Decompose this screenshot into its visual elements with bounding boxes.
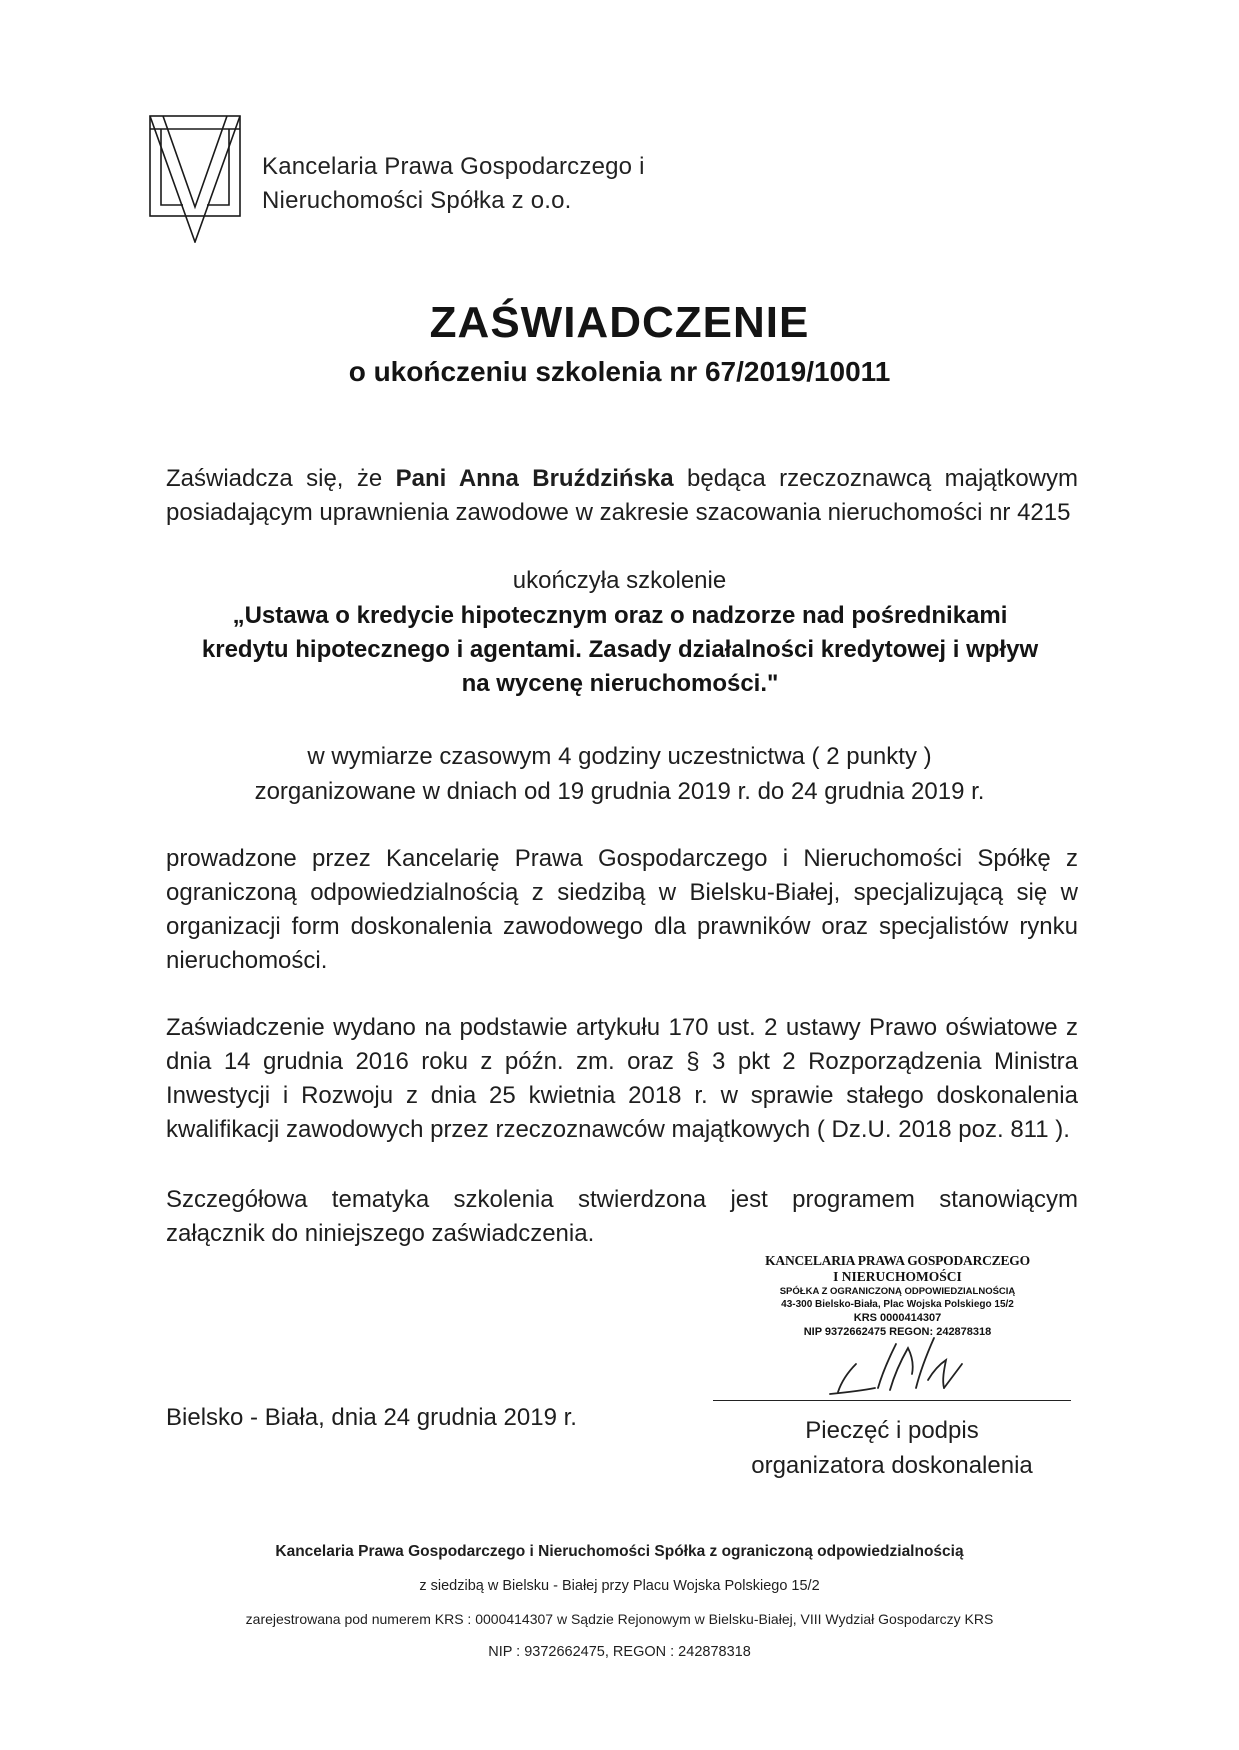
- footer-address: z siedzibą w Bielsku - Białej przy Placu Wojska Polskiego 15/2: [419, 1578, 820, 1594]
- stamp-line1: KANCELARIA PRAWA GOSPODARCZEGO: [765, 1253, 1030, 1268]
- stamp-line6: NIP 9372662475 REGON: 242878318: [803, 1326, 992, 1338]
- organizer-paragraph: prowadzone przez Kancelarię Prawa Gospodarczego i Nieruchomości Spółkę z ograniczoną odpowiedzialnością z siedzibą w Bielsku-Białej, specjalizującą się w organizacji form doskonalenia zawodowego dla prawników oraz specjalistów rynku nieruchomości.: [166, 845, 1078, 974]
- completed-line: ukończyła szkolenie: [512, 567, 727, 594]
- seal-caption-line1: Pieczęć i podpis: [805, 1417, 979, 1444]
- stamp-line3: SPÓŁKA Z OGRANICZONĄ ODPOWIEDZIALNOŚCIĄ: [779, 1286, 1016, 1297]
- course-title: „Ustawa o kredycie hipotecznym oraz o nadzorze nad pośrednikami kredytu hipotecznego i agentami. Zasady działalności kredytowej i wpływ na wycenę nieruchomości.": [201, 602, 1039, 697]
- intro-paragraph: [166, 462, 1078, 530]
- intro-prefix: Zaświadcza się, że: [166, 465, 396, 492]
- program-line2: załącznik do niniejszego zaświadczenia.: [166, 1220, 595, 1247]
- company-name: [262, 150, 645, 218]
- footer-registration: zarejestrowana pod numerem KRS : 0000414307 w Sądzie Rejonowym w Bielsku-Białej, VIII Wydział Gospodarczy KRS: [245, 1611, 994, 1627]
- company-name-line2: Nieruchomości Spółka z o.o.: [262, 187, 572, 214]
- handwritten-signature-icon: [820, 1330, 970, 1400]
- intro-suffix: będąca rzeczoznawcą majątkowym posiadającym uprawnienia zawodowe w zakresie szacowania nieruchomości nr 4215: [166, 465, 1078, 526]
- program-line1: Szczegółowa tematyka szkolenia stwierdzona jest programem stanowiącym: [166, 1186, 1078, 1213]
- document-title: ZAŚWIADCZENIE: [429, 298, 810, 347]
- dates-line: zorganizowane w dniach od 19 grudnia 2019 r. do 24 grudnia 2019 r.: [254, 778, 985, 805]
- footer-tax-ids: NIP : 9372662475, REGON : 242878318: [488, 1644, 751, 1660]
- stamp-line2: I NIERUCHOMOŚCI: [833, 1269, 962, 1284]
- person-name: Pani Anna Bruździńska: [395, 465, 674, 492]
- company-stamp: [765, 1253, 1030, 1339]
- legal-basis-paragraph: Zaświadczenie wydano na podstawie artykułu 170 ust. 2 ustawy Prawo oświatowe z dnia 14 grudnia 2016 roku z późn. zm. oraz § 3 pkt 2 Rozporządzenia Ministra Inwestycji i Rozwoju z dnia 25 kwietnia 2018 r. w sprawie stałego doskonalenia kwalifikacji zawodowych przez rzeczoznawców majątkowych ( Dz.U. 2018 poz. 811 ).: [166, 1014, 1078, 1143]
- stamp-line5: KRS 0000414307: [853, 1312, 942, 1324]
- place-date: Bielsko - Biała, dnia 24 grudnia 2019 r.: [166, 1404, 577, 1431]
- company-name-line1: Kancelaria Prawa Gospodarczego i: [262, 153, 645, 180]
- signature-line: [713, 1400, 1071, 1401]
- seal-caption-line2: organizatora doskonalenia: [751, 1452, 1033, 1479]
- kpg-monogram-logo-icon: [149, 115, 241, 243]
- footer-company: Kancelaria Prawa Gospodarczego i Nieruchomości Spółka z ograniczoną odpowiedzialnością: [275, 1543, 964, 1560]
- duration-line: w wymiarze czasowym 4 godziny uczestnictwa ( 2 punkty ): [307, 743, 932, 770]
- document-subtitle: o ukończeniu szkolenia nr 67/2019/10011: [348, 356, 891, 387]
- stamp-line4: 43-300 Bielsko-Biała, Plac Wojska Polskiego 15/2: [781, 1299, 1014, 1310]
